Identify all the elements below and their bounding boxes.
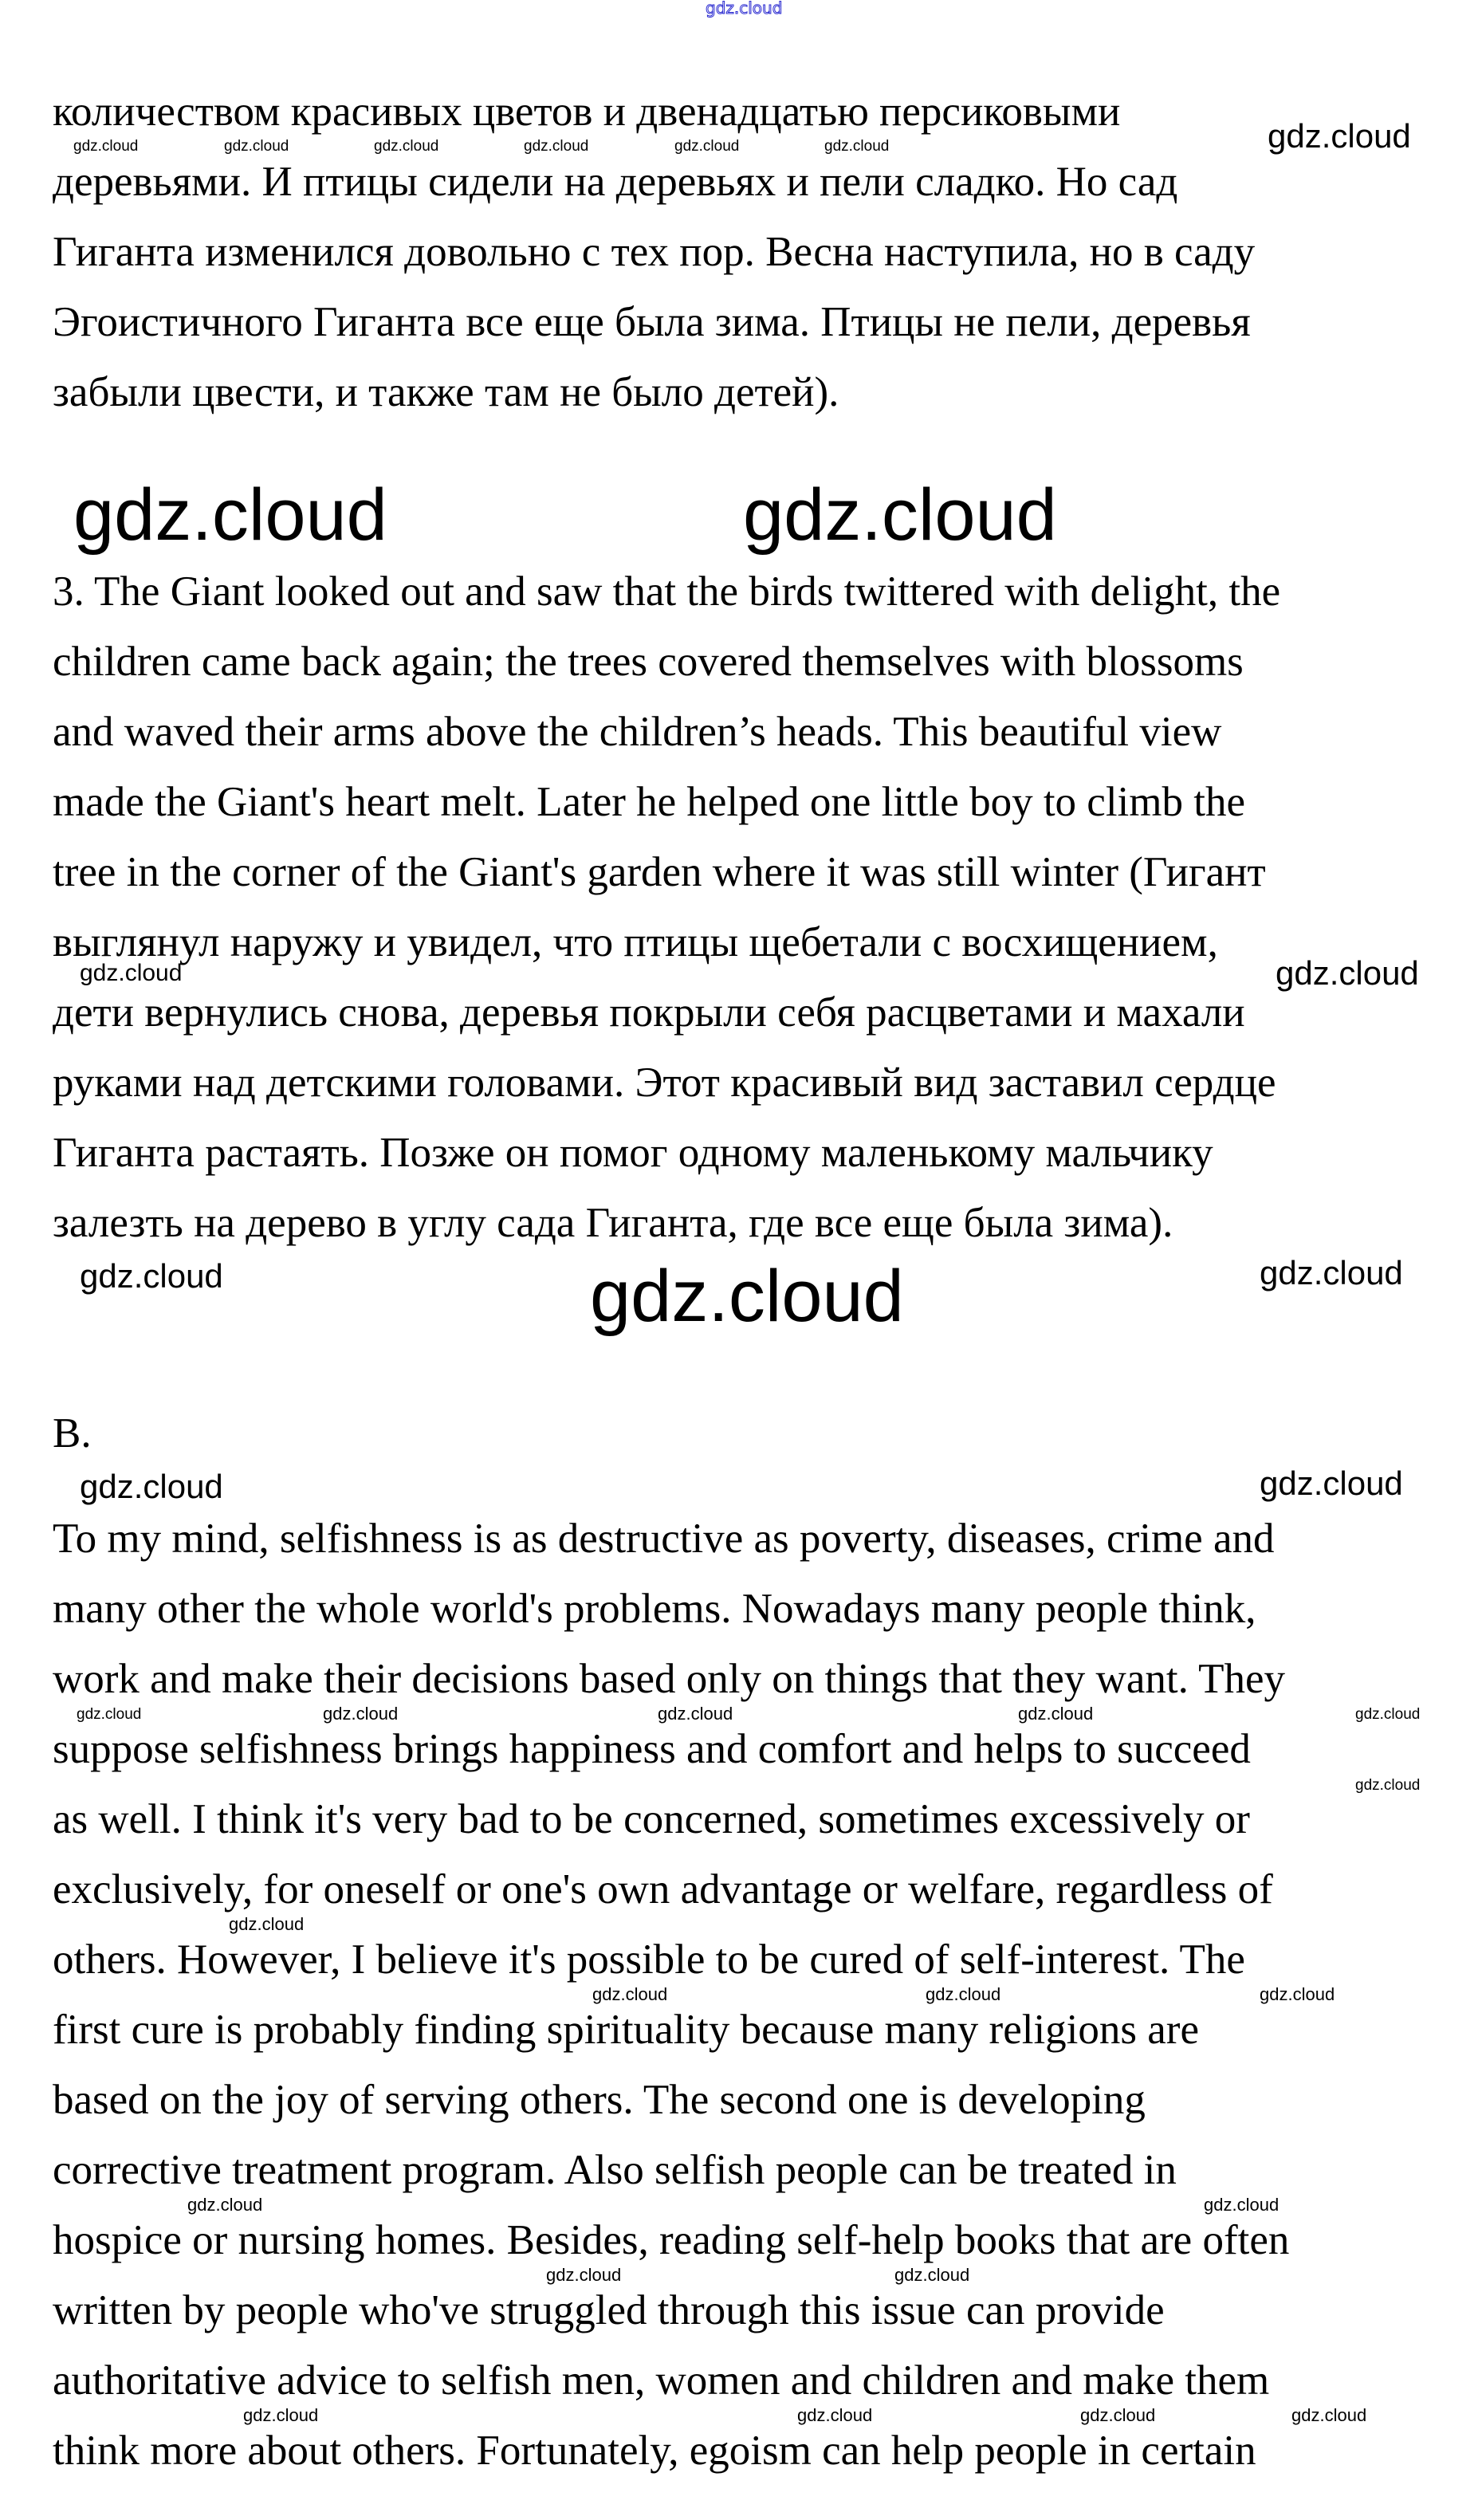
watermark: gdz.cloud [80,1468,223,1505]
text-line: think more about others. Fortunately, egoism can help people in certain [53,2428,1256,2474]
watermark: gdz.cloud [1018,1704,1094,1724]
text-line: corrective treatment program. Also selfish people can be treated in [53,2147,1177,2193]
watermark: gdz.cloud [80,1257,223,1295]
watermark: gdz.cloud [1204,2195,1280,2215]
text-line: количеством красивых цветов и двенадцатью персиковыми [53,88,1121,135]
watermark: gdz.cloud [824,138,890,155]
text-line: based on the joy of serving others. The second one is developing [53,2077,1146,2123]
watermark: gdz.cloud [524,138,589,155]
watermark: gdz.cloud [323,1704,399,1724]
text-line: children came back again; the trees covered themselves with blossoms [53,639,1244,685]
watermark: gdz.cloud [926,1984,1001,2004]
text-line: Эгоистичного Гиганта все еще была зима. Птицы не пели, деревья [53,299,1251,345]
watermark: gdz.cloud [1260,1254,1403,1291]
text-line: suppose selfishness brings happiness and comfort and helps to succeed [53,1726,1251,1772]
text-line: 3. The Giant looked out and saw that the birds twittered with delight, the [53,568,1281,615]
text-line: To my mind, selfishness is as destructive as poverty, diseases, crime and [53,1516,1275,1562]
text-line: дети вернулись снова, деревья покрыли себя расцветами и махали [53,989,1245,1036]
watermark: gdz.cloud [374,138,439,155]
text-line: written by people who've struggled through this issue can provide [53,2287,1165,2333]
watermark: gdz.cloud [80,960,183,986]
text-line: as well. I think it's very bad to be concerned, sometimes excessively or [53,1796,1250,1842]
watermark: gdz.cloud [229,1914,305,1934]
watermark: gdz.cloud [243,2405,319,2425]
watermark: gdz.cloud [1260,1464,1403,1502]
watermark: gdz.cloud [224,138,289,155]
text-line: tree in the corner of the Giant's garden where it was still winter (Гигант [53,849,1266,895]
text-line: others. However, I believe it's possible to be cured of self-interest. The [53,1936,1245,1983]
watermark: gdz.cloud [743,474,1057,556]
watermark: gdz.cloud [73,138,139,155]
watermark: gdz.cloud [1268,117,1411,155]
watermark: gdz.cloud [658,1704,733,1724]
text-line: authoritative advice to selfish men, women and children and make them [53,2357,1270,2404]
watermark: gdz.cloud [1080,2405,1156,2425]
watermark: gdz.cloud [1260,1984,1335,2004]
watermark: gdz.cloud [590,1256,904,1337]
text-line: work and make their decisions based only on things that they want. They [53,1656,1286,1702]
watermark: gdz.cloud [1355,1706,1421,1723]
header-watermark: gdz.cloud [706,0,783,18]
watermark: gdz.cloud [797,2405,873,2425]
watermark: gdz.cloud [674,138,740,155]
watermark: gdz.cloud [73,474,387,556]
watermark: gdz.cloud [77,1706,142,1723]
watermark: gdz.cloud [1355,1777,1421,1794]
text-line: many other the whole world's problems. Nowadays many people think, [53,1586,1256,1632]
watermark: gdz.cloud [894,2265,970,2285]
text-line: made the Giant's heart melt. Later he helped one little boy to climb the [53,779,1246,825]
text-line: выглянул наружу и увидел, что птицы щебетали с восхищением, [53,919,1218,965]
text-line: and waved their arms above the children’s heads. This beautiful view [53,709,1222,755]
watermark: gdz.cloud [187,2195,263,2215]
text-line: забыли цвести, и также там не было детей). [53,369,839,415]
watermark: gdz.cloud [592,1984,668,2004]
text-line: Гиганта изменился довольно с тех пор. Весна наступила, но в саду [53,229,1256,275]
watermark: gdz.cloud [546,2265,622,2285]
text-line: руками над детскими головами. Этот красивый вид заставил сердце [53,1060,1276,1106]
text-line: залезть на дерево в углу сада Гиганта, где все еще была зима). [53,1200,1173,1246]
text-line: first cure is probably finding spirituality because many religions are [53,2007,1199,2053]
watermark: gdz.cloud [1276,954,1419,992]
text-line: Гиганта растаять. Позже он помог одному маленькому мальчику [53,1130,1213,1176]
watermark: gdz.cloud [1291,2405,1367,2425]
section-heading: B. [53,1410,92,1457]
text-line: hospice or nursing homes. Besides, reading self-help books that are often [53,2217,1290,2263]
text-line: деревьями. И птицы сидели на деревьях и пели сладко. Но сад [53,159,1178,205]
text-line: exclusively, for oneself or one's own advantage or welfare, regardless of [53,1866,1273,1913]
